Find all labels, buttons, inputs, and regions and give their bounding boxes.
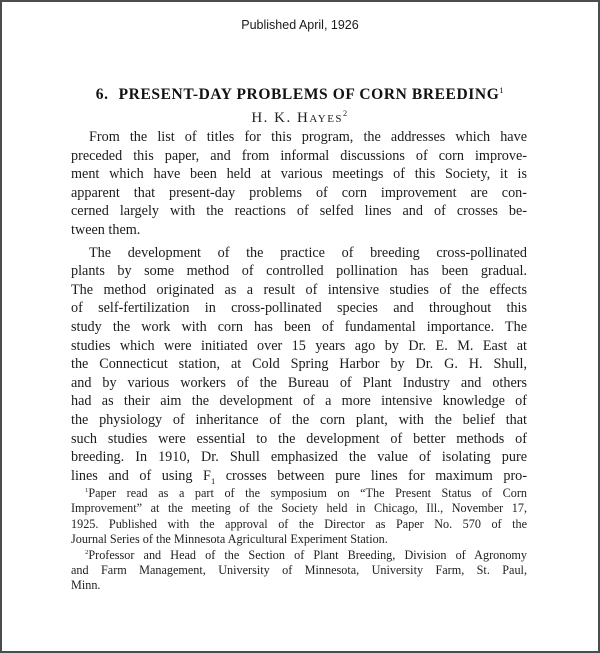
paragraph-2 bbox=[71, 244, 527, 491]
article-number: 6. bbox=[95, 86, 109, 103]
text-line: had as their aim the development of a more intensive knowledge of bbox=[71, 393, 527, 410]
footnote-marker: 1 bbox=[85, 486, 89, 494]
text-line: plants by some method of controlled pollination has been gradual. bbox=[71, 263, 527, 280]
text-line: apparent that present-day problems of corn improvement are con- bbox=[71, 184, 527, 201]
author-surname: Hayes bbox=[296, 110, 344, 126]
footnote-2 bbox=[71, 548, 527, 594]
text-line: breeding. In 1910, Dr. Shull emphasized the value of isolating pure bbox=[71, 449, 527, 466]
footnote-marker: 2 bbox=[85, 548, 89, 556]
text-line: study the work with corn has been of fundamental importance. The bbox=[71, 318, 527, 335]
footnotes bbox=[71, 486, 527, 594]
text-line: ment which have been held at various meetings of this Society, it is bbox=[71, 166, 527, 183]
text-line: and by various workers of the Bureau of Plant Industry and others bbox=[71, 374, 527, 391]
text-line: From the list of titles for this program, the addresses which have bbox=[89, 129, 527, 145]
text-line: preceded this paper, and from informal discussions of corn improve- bbox=[71, 147, 527, 164]
subscript: 1 bbox=[210, 475, 216, 486]
footnote-line: Journal Series of the Minnesota Agricultural Experiment Station. bbox=[71, 532, 388, 547]
author-initials: H. K. bbox=[251, 110, 292, 126]
published-date: Published April, 1926 bbox=[241, 18, 359, 32]
text-line: studies which were initiated over 15 years ago by Dr. E. M. East at bbox=[71, 337, 527, 354]
paragraph-1 bbox=[71, 128, 527, 240]
footnote-1 bbox=[71, 486, 527, 548]
footnote-line bbox=[71, 486, 527, 501]
text-line: of self-fertilization in cross-pollinated species and throughout this bbox=[71, 300, 527, 317]
title-footnote-marker[interactable]: 1 bbox=[499, 84, 505, 95]
text-line: tween them. bbox=[71, 221, 141, 238]
article-body bbox=[71, 128, 527, 490]
article-title-block bbox=[2, 86, 598, 104]
text-fragment: lines and of using F bbox=[71, 467, 211, 484]
author-footnote-marker[interactable]: 2 bbox=[343, 109, 349, 118]
text-line: such studies were essential to the development of better methods of bbox=[71, 430, 527, 447]
footnote-line: Minn. bbox=[71, 578, 101, 593]
footnote-line: and Farm Management, University of Minnesota, University Farm, St. Paul, bbox=[71, 563, 527, 578]
footnote-line bbox=[71, 548, 527, 563]
text-line: the physiology of inheritance of the corn plant, with the belief that bbox=[71, 411, 527, 428]
footnote-text: Professor and Head of the Section of Plant Breeding, Division of Agronomy bbox=[88, 547, 527, 562]
text-line: The method originated as a result of intensive studies of the effects bbox=[71, 281, 527, 298]
footnote-line: Improvement” at the meeting of the Society held in Chicago, Ill., November 17, bbox=[71, 501, 527, 516]
text-fragment: crosses between pure lines for maximum pro- bbox=[215, 467, 527, 484]
article-title: PRESENT-DAY PROBLEMS OF CORN BREEDING bbox=[118, 86, 500, 103]
footnote-line: 1925. Published with the approval of the Director as Paper No. 570 of the bbox=[71, 516, 527, 531]
text-line: the Connecticut station, at Cold Spring Harbor by Dr. G. H. Shull, bbox=[71, 356, 527, 373]
footnote-text: Paper read as a part of the symposium on “The Present Status of Corn bbox=[88, 486, 527, 500]
text-line: The development of the practice of breeding cross-pollinated bbox=[89, 244, 527, 261]
text-line: cerned largely with the reactions of selfed lines and of crosses be- bbox=[71, 203, 527, 220]
article-author bbox=[2, 110, 598, 127]
